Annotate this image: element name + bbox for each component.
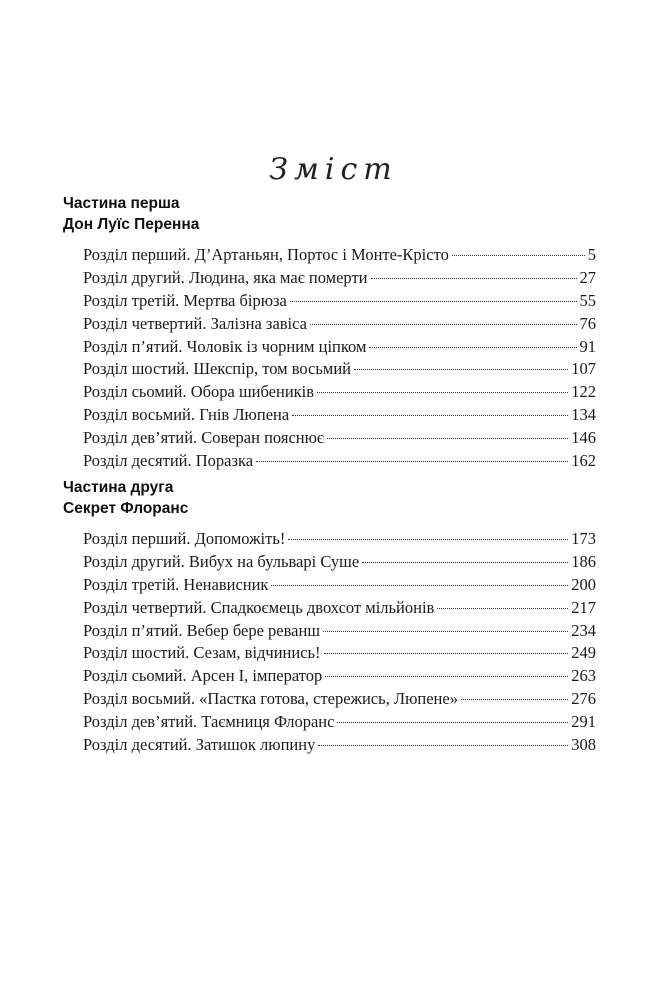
page-number: 55 bbox=[579, 290, 596, 310]
toc-entry bbox=[83, 267, 596, 290]
chapter-title: Розділ восьмий. «Пастка готова, стережись, Люпене» bbox=[83, 689, 458, 709]
dot-leader bbox=[437, 608, 568, 609]
chapter-title: Розділ четвертий. Спадкоємець двохсот мільйонів bbox=[83, 597, 435, 617]
dot-leader bbox=[271, 585, 568, 586]
chapter-title: Розділ дев’ятий. Таємниця Флоранс bbox=[83, 712, 335, 732]
chapter-title: Розділ четвертий. Залізна завіса bbox=[83, 313, 307, 333]
page-number: 234 bbox=[571, 620, 596, 640]
chapter-title: Розділ сьомий. Обора шибеників bbox=[83, 382, 315, 402]
toc-entry bbox=[83, 642, 596, 665]
dot-leader bbox=[323, 631, 568, 632]
dot-leader bbox=[318, 745, 568, 746]
page-number: 122 bbox=[571, 382, 596, 402]
dot-leader bbox=[292, 415, 568, 416]
dot-leader bbox=[354, 369, 568, 370]
page-number: 91 bbox=[579, 336, 596, 356]
dot-leader bbox=[317, 392, 568, 393]
chapter-title: Розділ п’ятий. Вебер бере реванш bbox=[83, 620, 321, 640]
chapter-list bbox=[83, 244, 596, 473]
part-label: Частина друга bbox=[63, 479, 174, 496]
dot-leader bbox=[452, 255, 585, 256]
page-number: 186 bbox=[571, 551, 596, 571]
chapter-title: Розділ восьмий. Гнів Люпена bbox=[83, 405, 290, 425]
chapter-title: Розділ перший. Допоможіть! bbox=[83, 529, 286, 548]
toc-entry bbox=[83, 450, 596, 473]
chapter-title: Розділ десятий. Поразка bbox=[83, 451, 254, 471]
page-number: 146 bbox=[571, 428, 596, 448]
toc-entry bbox=[83, 404, 596, 427]
chapter-list bbox=[83, 528, 596, 757]
toc-entry bbox=[83, 244, 596, 267]
chapter-title: Розділ дев’ятий. Соверан пояснює bbox=[83, 428, 325, 448]
toc-entry bbox=[83, 574, 596, 597]
toc-entry bbox=[83, 290, 596, 313]
page-number: 5 bbox=[587, 245, 596, 264]
toc-entry bbox=[83, 711, 596, 734]
toc-entry bbox=[83, 665, 596, 688]
page-title: Зміст bbox=[269, 152, 398, 187]
page-number: 308 bbox=[571, 735, 596, 755]
dot-leader bbox=[325, 676, 568, 677]
page-number: 107 bbox=[571, 359, 596, 379]
chapter-title: Розділ п’ятий. Чоловік із чорним ціпком bbox=[83, 336, 367, 356]
chapter-title: Розділ третій. Мертва бірюза bbox=[83, 290, 287, 310]
dot-leader bbox=[324, 653, 569, 654]
dot-leader bbox=[290, 301, 577, 302]
toc-entry bbox=[83, 427, 596, 450]
chapter-title: Розділ десятий. Затишок люпину bbox=[83, 735, 316, 755]
dot-leader bbox=[362, 562, 568, 563]
part-name: Секрет Флоранс bbox=[63, 500, 189, 517]
dot-leader bbox=[310, 324, 577, 325]
page-number: 249 bbox=[571, 643, 596, 663]
dot-leader bbox=[327, 438, 568, 439]
page-number: 134 bbox=[571, 405, 596, 425]
chapter-title: Розділ шостий. Сезам, відчинись! bbox=[83, 643, 321, 663]
dot-leader bbox=[288, 539, 568, 540]
page-number: 76 bbox=[579, 313, 596, 333]
toc-entry bbox=[83, 551, 596, 574]
chapter-title: Розділ другий. Вибух на бульварі Суше bbox=[83, 551, 360, 571]
chapter-title: Розділ перший. Д’Артаньян, Портос і Монте-Крісто bbox=[83, 245, 449, 264]
toc-entry bbox=[83, 528, 596, 551]
part-one bbox=[63, 193, 603, 473]
chapter-title: Розділ шостий. Шекспір, том восьмий bbox=[83, 359, 351, 379]
part-name: Дон Луїс Перенна bbox=[63, 216, 200, 233]
dot-leader bbox=[461, 699, 568, 700]
chapter-title: Розділ другий. Людина, яка має померти bbox=[83, 267, 368, 287]
part-two bbox=[63, 477, 603, 757]
chapter-title: Розділ третій. Ненависник bbox=[83, 574, 269, 594]
page-number: 200 bbox=[571, 574, 596, 594]
toc-entry bbox=[83, 336, 596, 359]
toc-entry bbox=[83, 597, 596, 620]
page-number: 27 bbox=[579, 267, 596, 287]
page-number: 217 bbox=[571, 597, 596, 617]
dot-leader bbox=[337, 722, 568, 723]
dot-leader bbox=[369, 347, 576, 348]
toc-entry bbox=[83, 620, 596, 643]
page-number: 173 bbox=[571, 529, 596, 548]
toc-entry bbox=[83, 358, 596, 381]
page-number: 263 bbox=[571, 666, 596, 686]
chapter-title: Розділ сьомий. Арсен І, імператор bbox=[83, 666, 323, 686]
toc-entry bbox=[83, 688, 596, 711]
toc-entry bbox=[83, 381, 596, 404]
toc-entry bbox=[83, 734, 596, 757]
page-number: 276 bbox=[571, 689, 596, 709]
dot-leader bbox=[371, 278, 577, 279]
dot-leader bbox=[256, 461, 568, 462]
page-number: 162 bbox=[571, 451, 596, 471]
part-label: Частина перша bbox=[63, 195, 180, 212]
page-number: 291 bbox=[571, 712, 596, 732]
toc-entry bbox=[83, 313, 596, 336]
